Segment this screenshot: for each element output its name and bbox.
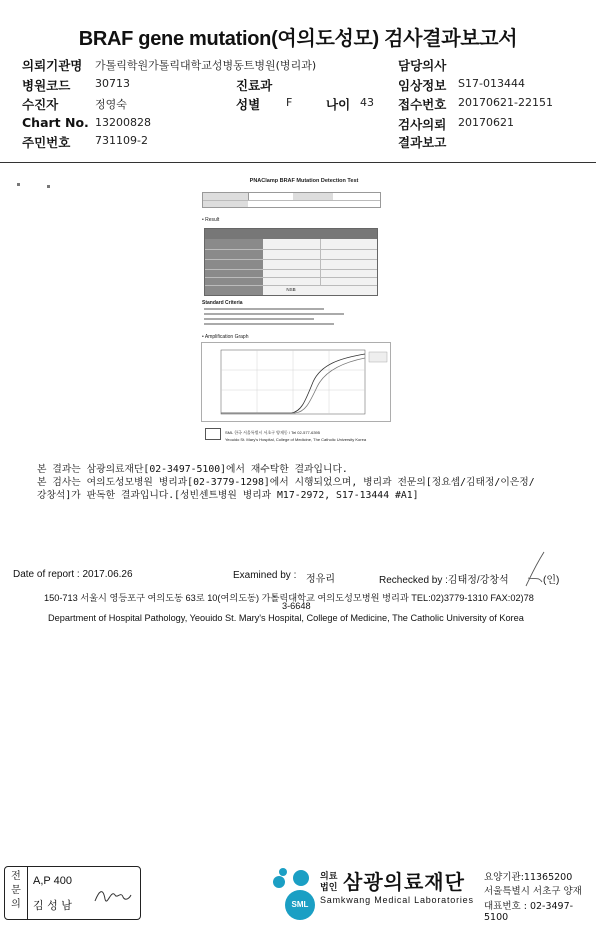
department-line: Department of Hospital Pathology, Yeouido St. Mary's Hospital, College of Medicine, The Catholic University of Korea	[48, 613, 524, 623]
report-title: BRAF gene mutation(여의도성모) 검사결과보고서	[78, 28, 518, 50]
institution-row	[22, 56, 82, 74]
institution-value	[95, 57, 316, 73]
logo-small-bottom: 법인	[320, 883, 338, 893]
age-label: 나이	[326, 97, 351, 112]
date-of-report: Date of report : 2017.06.26	[13, 569, 133, 580]
institution-value-1: 가톨릭학원가톨릭대학교성	[95, 59, 223, 72]
logo-name: 삼광의료재단	[343, 870, 465, 894]
scan-footer-logo	[205, 428, 221, 440]
sex-label: 성별	[236, 97, 261, 112]
id-label: 주민번호	[22, 135, 71, 150]
scan-dot	[47, 185, 50, 188]
logo-address-line: 서울특별시 서초구 양재	[484, 886, 582, 897]
stamp-name: 김 성 남	[33, 899, 72, 912]
logo-phone-line: 대표번호 : 02-3497-5100	[484, 901, 574, 923]
chart-no-label: Chart No.	[22, 115, 89, 130]
note-line-3: 강창석]가 판독한 결과입니다.[성빈센트병원 병리과 M17-2972, S17-13444 #A1]	[37, 490, 419, 501]
logo-code-line: 요양기관:11365200	[484, 872, 573, 883]
address-line-1: 150-713 서울시 영등포구 여의도동 63로 10(여의도동) 가톨릭대학교 여의도성모병원 병리과 TEL:02)3779-1310 FAX:02)78	[44, 593, 534, 603]
request-value: 20170621	[458, 116, 514, 129]
stamp-side-text: 전문의	[11, 871, 21, 910]
scan-result-label: • Result	[202, 217, 220, 223]
institution-label: 의뢰기관명	[22, 58, 83, 73]
doctor-label: 담당의사	[398, 58, 447, 73]
note-line-2: 본 검사는 여의도성모병원 병리과[02-3779-1298]에서 시행되었으며, 병리과 전문의[정요셉/김태정/이은정/	[37, 477, 535, 488]
stamp-signature	[93, 881, 133, 911]
id-value: 731109-2	[95, 134, 148, 147]
receipt-value: 20170621-22151	[458, 96, 553, 109]
sml-badge: SML	[291, 900, 309, 909]
chart-no-value: 13200828	[95, 116, 151, 129]
institution-value-2: 병동트병원(병리과)	[222, 59, 317, 72]
examined-label: Examined by :	[233, 570, 297, 581]
clinical-info-value: S17-013444	[458, 77, 525, 90]
rechecked-label: Rechecked by :김태정/강창석	[379, 575, 509, 586]
hospital-code-label: 병원코드	[22, 78, 71, 93]
age-value: 43	[360, 96, 374, 109]
request-label: 검사의뢰	[398, 117, 447, 132]
address-line-2: 3-6648	[282, 601, 311, 611]
seal-mark: (인)	[543, 575, 560, 586]
examined-value: 정유리	[306, 574, 335, 585]
specialist-stamp	[4, 866, 141, 920]
amplification-graph	[201, 342, 391, 422]
scan-criteria-label: Standard Criteria	[202, 300, 243, 306]
scan-footer-2: Yeouido St. Mary's Hospital, College of Medicine, The Catholic University Korea	[225, 437, 367, 442]
scan-result-word: NSB	[286, 287, 296, 292]
clinical-info-label: 임상정보	[398, 78, 447, 93]
patient-label: 수진자	[22, 97, 59, 112]
scan-result-table	[204, 228, 378, 296]
header-divider	[0, 162, 596, 163]
dept-label: 진료과	[236, 78, 273, 93]
sex-value: F	[286, 96, 293, 109]
stamp-code: A,P 400	[33, 875, 72, 887]
scanned-report	[199, 174, 409, 446]
logo-small-top: 의료	[320, 872, 338, 882]
scan-info-table	[202, 192, 381, 208]
patient-value: 정영숙	[95, 98, 127, 111]
scan-footer-1: SML 한국 서울특별시 서초구 양재동 / Tel 02-577-6395	[225, 430, 320, 435]
hospital-code-value: 30713	[95, 77, 130, 90]
logo-english: Samkwang Medical Laboratories	[320, 895, 474, 905]
receipt-label: 접수번호	[398, 97, 447, 112]
report-label: 결과보고	[398, 135, 447, 150]
scan-title: PNAClamp BRAF Mutation Detection Test	[249, 178, 359, 184]
scan-dot	[17, 183, 20, 186]
sml-logo-icon	[271, 866, 325, 920]
note-line-1: 본 결과는 삼광의료재단[02-3497-5100]에서 재수탁한 결과입니다.	[37, 464, 348, 475]
scan-graph-label: • Amplification Graph	[202, 334, 249, 340]
